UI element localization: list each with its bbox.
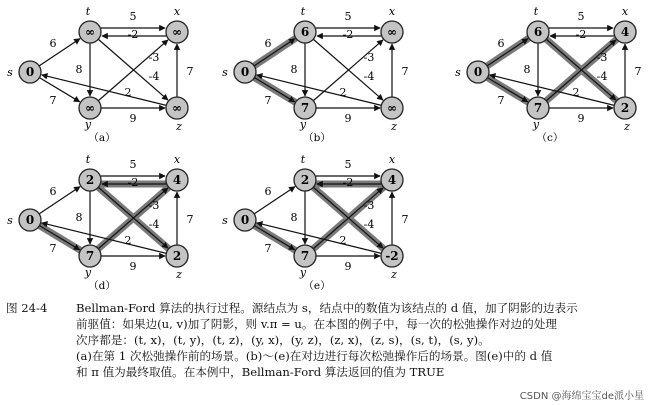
node-value-y: 7 <box>300 101 310 115</box>
edge-weight-z-s: 2 <box>339 86 347 99</box>
panel-caption: （d） <box>88 280 116 292</box>
node-label-z: z <box>176 120 182 133</box>
edge-s-t <box>254 187 295 214</box>
node-label-y: y <box>532 118 540 131</box>
node-label-x: x <box>388 153 396 166</box>
node-value-y: ∞ <box>85 101 95 115</box>
caption-line: (a)在第 1 次松弛操作前的场景。(b)～(e)在对边进行每次松弛操作后的场景。图(e)中的 d 值 <box>76 349 553 364</box>
edge-weight-y-z: 9 <box>344 260 352 273</box>
edge-weight-x-t: -2 <box>575 28 587 41</box>
edge-weight-z-x: 7 <box>186 65 194 78</box>
node-value-y: 7 <box>300 249 310 263</box>
edge-weight-x-t: -2 <box>342 28 354 41</box>
node-label-z: z <box>391 120 397 133</box>
node-value-z: -2 <box>385 249 399 263</box>
caption-line: 次序都是：(t, x)，(t, y)，(t, z)，(y, x)，(y, z)，(z, x)，(z, s)，(s, t)，(s, y)。 <box>76 333 490 348</box>
node-label-t: t <box>85 153 91 166</box>
node-value-s: 0 <box>25 65 35 79</box>
node-value-x: ∞ <box>387 25 397 39</box>
node-value-s: 0 <box>25 213 35 227</box>
watermark: CSDN @海绵宝宝de派小星 <box>519 391 644 402</box>
panel-a <box>7 5 193 144</box>
edge-weight-t-z: -4 <box>363 70 375 83</box>
edge-weight-s-t: 6 <box>264 37 272 50</box>
edge-weight-t-y: 8 <box>523 63 531 76</box>
edge-weight-y-z: 9 <box>577 112 585 125</box>
node-label-y: y <box>84 118 92 131</box>
edge-weight-z-x: 7 <box>401 213 409 226</box>
node-label-t: t <box>85 5 91 18</box>
panel-e <box>222 153 408 292</box>
caption-line: 和 π 值为最终取值。在本例中，Bellman-Ford 算法返回的值为 TRUE <box>76 365 445 380</box>
node-value-t: 2 <box>300 173 310 187</box>
edge-weight-s-y: 7 <box>264 242 272 255</box>
node-value-t: 6 <box>300 25 310 39</box>
node-value-z: 2 <box>172 249 182 263</box>
edge-weight-t-y: 8 <box>75 63 83 76</box>
edge-s-y <box>39 78 79 102</box>
edge-weight-s-t: 6 <box>497 37 505 50</box>
node-label-s: s <box>455 66 461 79</box>
node-label-z: z <box>624 120 630 133</box>
node-label-s: s <box>7 214 13 227</box>
edge-s-y <box>254 226 294 250</box>
panel-caption: （b） <box>303 132 331 144</box>
node-label-z: z <box>391 268 397 281</box>
edge-weight-t-x: 5 <box>129 158 137 171</box>
edge-weight-s-y: 7 <box>264 94 272 107</box>
caption-line: 前驱值：如果边(u, v)加了阴影，则 v.π = u。在本图的例子中，每一次的松弛操作对边的处理 <box>76 317 557 332</box>
panel-caption: （e） <box>303 280 331 292</box>
node-label-t: t <box>300 5 306 18</box>
edge-weight-s-y: 7 <box>49 242 57 255</box>
edge-weight-y-x: -3 <box>363 51 375 64</box>
node-value-x: 4 <box>620 25 630 39</box>
edge-s-t <box>254 39 295 66</box>
edge-weight-s-t: 6 <box>49 37 57 50</box>
edge-weight-t-x: 5 <box>344 10 352 23</box>
edge-weight-y-x: -3 <box>596 51 608 64</box>
edge-weight-z-x: 7 <box>634 65 642 78</box>
panel-caption: （a） <box>88 132 116 144</box>
edge-weight-t-y: 8 <box>290 63 298 76</box>
edge-s-t <box>39 187 80 214</box>
node-label-s: s <box>7 66 13 79</box>
panel-b <box>222 5 408 144</box>
node-value-z: ∞ <box>172 101 182 115</box>
edge-weight-s-y: 7 <box>49 94 57 107</box>
caption-body <box>76 300 642 380</box>
edge-weight-y-z: 9 <box>129 112 137 125</box>
node-label-s: s <box>222 214 228 227</box>
edge-weight-z-x: 7 <box>186 213 194 226</box>
edge-weight-x-t: -2 <box>342 176 354 189</box>
edge-weight-y-z: 9 <box>129 260 137 273</box>
node-value-s: 0 <box>240 65 250 79</box>
node-value-x: 4 <box>172 173 182 187</box>
edge-weight-x-t: -2 <box>127 28 139 41</box>
node-value-t: ∞ <box>85 25 95 39</box>
edge-weight-z-s: 2 <box>339 234 347 247</box>
node-label-y: y <box>299 266 307 279</box>
node-label-s: s <box>222 66 228 79</box>
edge-weight-s-t: 6 <box>49 185 57 198</box>
node-label-y: y <box>84 266 92 279</box>
edge-weight-y-x: -3 <box>148 199 160 212</box>
edge-weight-z-s: 2 <box>572 86 580 99</box>
figure-number: 图 24-4 <box>6 301 48 315</box>
edge-weight-t-x: 5 <box>129 10 137 23</box>
node-value-z: ∞ <box>387 101 397 115</box>
edge-s-t <box>487 39 528 66</box>
panel-c <box>455 5 641 144</box>
node-label-x: x <box>173 5 181 18</box>
edge-weight-y-x: -3 <box>363 199 375 212</box>
node-label-t: t <box>300 153 306 166</box>
edge-weight-t-y: 8 <box>290 211 298 224</box>
edge-s-y <box>254 78 294 102</box>
caption-line: Bellman-Ford 算法的执行过程。源结点为 s，结点中的数值为该结点的 d 值，加了阴影的边表示 <box>76 301 578 315</box>
panel-caption: （c） <box>536 132 564 144</box>
node-value-x: 4 <box>387 173 397 187</box>
edge-s-t <box>39 39 80 66</box>
edge-weight-y-x: -3 <box>148 51 160 64</box>
edge-weight-z-s: 2 <box>124 86 132 99</box>
edge-weight-t-z: -4 <box>596 70 608 83</box>
edge-s-y <box>487 78 527 102</box>
edge-weight-y-z: 9 <box>344 112 352 125</box>
edge-weight-s-y: 7 <box>497 94 505 107</box>
edge-weight-x-t: -2 <box>127 176 139 189</box>
node-label-x: x <box>621 5 629 18</box>
node-label-x: x <box>388 5 396 18</box>
node-value-y: 7 <box>85 249 95 263</box>
edge-weight-t-x: 5 <box>577 10 585 23</box>
panel-d <box>7 153 193 292</box>
node-value-s: 0 <box>473 65 483 79</box>
edge-weight-z-s: 2 <box>124 234 132 247</box>
node-value-t: 6 <box>533 25 543 39</box>
node-label-x: x <box>173 153 181 166</box>
edge-weight-t-z: -4 <box>148 70 160 83</box>
edge-weight-t-z: -4 <box>363 218 375 231</box>
edge-weight-t-x: 5 <box>344 158 352 171</box>
edge-weight-z-x: 7 <box>401 65 409 78</box>
node-label-y: y <box>299 118 307 131</box>
node-value-t: 2 <box>85 173 95 187</box>
node-label-z: z <box>176 268 182 281</box>
edge-weight-t-y: 8 <box>75 211 83 224</box>
edge-s-y <box>39 226 79 250</box>
node-value-y: 7 <box>533 101 543 115</box>
node-value-s: 0 <box>240 213 250 227</box>
edge-weight-s-t: 6 <box>264 185 272 198</box>
edge-weight-t-z: -4 <box>148 218 160 231</box>
node-value-x: ∞ <box>172 25 182 39</box>
node-value-z: 2 <box>620 101 630 115</box>
node-label-t: t <box>533 5 539 18</box>
